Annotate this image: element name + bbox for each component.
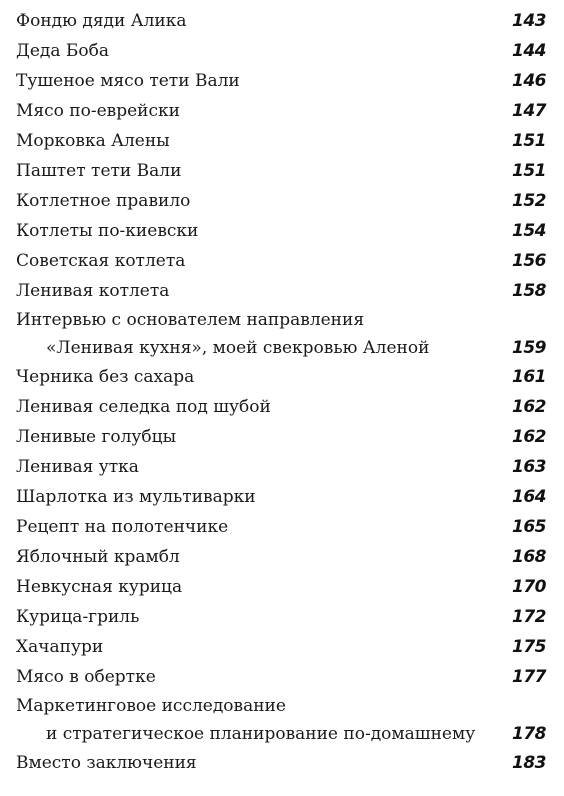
toc-entry bbox=[16, 452, 546, 482]
toc-entry-title: Ленивая утка bbox=[16, 457, 139, 477]
toc-entry-title: Котлетное правило bbox=[16, 191, 191, 211]
toc-entry-page: 151 bbox=[512, 131, 546, 151]
toc-entry bbox=[16, 362, 546, 392]
toc-entry bbox=[16, 216, 546, 246]
toc-entry-title: Невкусная курица bbox=[16, 577, 183, 597]
toc-entry-title: Ленивая селедка под шубой bbox=[16, 397, 271, 417]
toc-entry-title: Хачапури bbox=[16, 637, 104, 657]
toc-entry bbox=[16, 126, 546, 156]
toc-entry-title: Советская котлета bbox=[16, 251, 186, 271]
toc-entry-page: 156 bbox=[512, 251, 546, 271]
toc-entry-title-continued: и стратегическое планирование по-домашнему bbox=[46, 724, 476, 744]
toc-entry-title: Вместо заключения bbox=[16, 753, 197, 773]
toc-entry-page: 165 bbox=[512, 517, 546, 537]
toc-entry-title: Ленивая котлета bbox=[16, 281, 170, 301]
toc-entry-page: 162 bbox=[512, 397, 546, 417]
toc-entry-page: 152 bbox=[512, 191, 546, 211]
toc-entry-title: Яблочный крамбл bbox=[16, 547, 180, 567]
toc-entry-title: Деда Боба bbox=[16, 41, 109, 61]
toc-entry bbox=[16, 632, 546, 662]
toc-entry-title: Шарлотка из мультиварки bbox=[16, 487, 256, 507]
toc-entry-title: Ленивые голубцы bbox=[16, 427, 177, 447]
toc-entry-title: Котлеты по-киевски bbox=[16, 221, 199, 241]
toc-entry-title: Паштет тети Вали bbox=[16, 161, 182, 181]
toc-entry-title-continued: «Ленивая кухня», моей свекровью Аленой bbox=[46, 338, 430, 358]
toc-entry-page: 175 bbox=[512, 637, 546, 657]
table-of-contents bbox=[16, 6, 546, 778]
toc-entry bbox=[16, 542, 546, 572]
toc-entry bbox=[16, 602, 546, 632]
toc-entry bbox=[16, 662, 546, 692]
toc-entry-page: 183 bbox=[512, 753, 546, 773]
toc-entry bbox=[16, 6, 546, 36]
toc-entry bbox=[16, 692, 546, 748]
toc-entry-title: Курица-гриль bbox=[16, 607, 140, 627]
toc-entry-page: 146 bbox=[512, 71, 546, 91]
toc-entry bbox=[16, 156, 546, 186]
toc-entry-title: Черника без сахара bbox=[16, 367, 195, 387]
toc-entry bbox=[16, 512, 546, 542]
toc-entry bbox=[16, 748, 546, 778]
toc-entry bbox=[16, 96, 546, 126]
toc-entry bbox=[16, 36, 546, 66]
toc-entry-page: 147 bbox=[512, 101, 546, 121]
toc-entry-page: 170 bbox=[512, 577, 546, 597]
toc-entry-page: 151 bbox=[512, 161, 546, 181]
toc-entry-page: 172 bbox=[512, 607, 546, 627]
toc-entry bbox=[16, 66, 546, 96]
toc-entry bbox=[16, 306, 546, 362]
toc-entry-page: 164 bbox=[512, 487, 546, 507]
toc-entry-page: 144 bbox=[512, 41, 546, 61]
toc-entry-title: Интервью с основателем направления bbox=[16, 310, 365, 330]
toc-entry-page: 162 bbox=[512, 427, 546, 447]
toc-entry-title: Морковка Алены bbox=[16, 131, 170, 151]
toc-entry-page: 178 bbox=[512, 724, 546, 744]
toc-entry bbox=[16, 276, 546, 306]
toc-entry bbox=[16, 392, 546, 422]
toc-entry-title: Фондю дяди Алика bbox=[16, 11, 187, 31]
toc-entry-page: 177 bbox=[512, 667, 546, 687]
toc-entry-page: 154 bbox=[512, 221, 546, 241]
toc-entry-title: Тушеное мясо тети Вали bbox=[16, 71, 240, 91]
toc-entry-title: Мясо по-еврейски bbox=[16, 101, 180, 121]
toc-entry-page: 158 bbox=[512, 281, 546, 301]
toc-entry-title: Рецепт на полотенчике bbox=[16, 517, 229, 537]
toc-entry-title: Мясо в обертке bbox=[16, 667, 156, 687]
toc-entry-title: Маркетинговое исследование bbox=[16, 696, 286, 716]
toc-entry bbox=[16, 186, 546, 216]
toc-entry bbox=[16, 572, 546, 602]
toc-entry-page: 143 bbox=[512, 11, 546, 31]
toc-entry-page: 168 bbox=[512, 547, 546, 567]
toc-entry bbox=[16, 246, 546, 276]
toc-entry bbox=[16, 422, 546, 452]
toc-entry-page: 161 bbox=[512, 367, 546, 387]
toc-entry bbox=[16, 482, 546, 512]
toc-entry-page: 163 bbox=[512, 457, 546, 477]
toc-entry-page: 159 bbox=[512, 338, 546, 358]
